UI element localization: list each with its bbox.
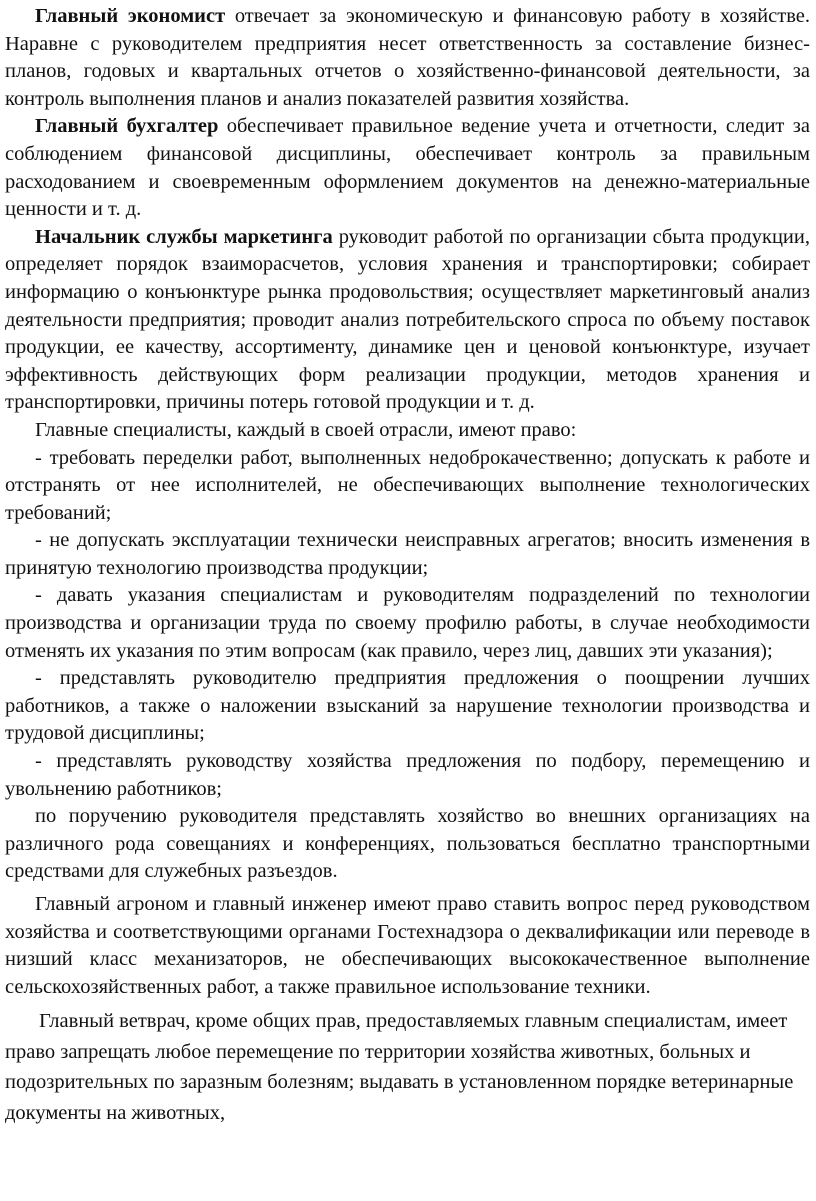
paragraph-text: Главный ветврач, кроме общих прав, предоставляемых главным специалистам, имеет право запрещать любое перемещение по территории хозяйства животных, больных и подозрительных по заразным болезням; выдавать в установленном порядке ветеринарные документы на животных, <box>5 1010 794 1124</box>
paragraph-text: - давать указания специалистам и руководителям подразделений по технологии производства и организации труда по своему профилю работы, в случае необходимости отменять их указания по этим вопросам (как правило, через лиц, давших эти указания); <box>5 584 810 662</box>
paragraph-right-item <box>5 445 810 528</box>
paragraph-text: Главный агроном и главный инженер имеют право ставить вопрос перед руководством хозяйства и соответствующими органами Гостехнадзора о деквалификации или переводе в низший класс механизаторов, не обеспечивающих высококачественное выполнение сельскохозяйственных работ, а также правильное использование техники. <box>5 893 810 998</box>
paragraph-right-item <box>5 748 810 803</box>
paragraph-lead: Начальник службы маркетинга <box>35 225 333 248</box>
paragraph-text: - требовать переделки работ, выполненных недоброкачественно; допускать к работе и отстранять от нее исполнителей, не обеспечивающих выполнение технологических требований; <box>5 446 810 524</box>
paragraph-right-item <box>5 527 810 582</box>
paragraph-chief-economist <box>5 3 810 113</box>
paragraph-text: руководит работой по организации сбыта продукции, определяет порядок взаиморасчетов, условия хранения и транспортировки; собирает информацию о конъюнктуре рынка продовольствия; осуществляет маркетинговый анализ деятельности предприятия; проводит анализ потребительского спроса по объему поставок продукции, ее качеству, ассортименту, динамике цен и ценовой конъюнктуре, изучает эффективность действующих форм реализации продукции, методов хранения и транспортировки, причины потерь готовой продукции и т. д. <box>5 225 811 414</box>
paragraph-text: - представлять руководителю предприятия предложения о поощрении лучших работников, а также о наложении взысканий за нарушение технологии производства и трудовой дисциплины; <box>5 667 810 745</box>
paragraph-chief-vet <box>5 1006 810 1128</box>
paragraph-rights-intro <box>5 417 810 445</box>
paragraph-text: - представлять руководству хозяйства предложения по подбору, перемещению и увольнению работников; <box>5 750 810 800</box>
paragraph-text: Главные специалисты, каждый в своей отрасли, имеют право: <box>35 418 577 441</box>
paragraph-right-item <box>5 665 810 748</box>
paragraph-text: по поручению руководителя представлять хозяйство во внешних организациях на различного рода совещаниях и конференциях, пользоваться бесплатно транспортными средствами для служебных разъездов. <box>5 805 810 883</box>
paragraph-agronomist-engineer <box>5 891 810 1001</box>
paragraph-text: обеспечивает правильное ведение учета и отчетности, следит за соблюдением финансовой дисциплины, обеспечивает контроль за правильным расходованием и своевременным оформлением документов на денежно-материальные ценности и т. д. <box>5 115 810 221</box>
paragraph-right-item <box>5 803 810 886</box>
paragraph-right-item <box>5 582 810 665</box>
paragraph-marketing-head <box>5 224 810 417</box>
paragraph-text: - не допускать эксплуатации технически неисправных агрегатов; вносить изменения в принятую технологию производства продукции; <box>5 529 810 579</box>
paragraph-text: отвечает за экономическую и финансовую работу в хозяйстве. Наравне с руководителем предприятия несет ответственность за составление бизнес-планов, годовых и квартальных отчетов о хозяйственно-финансовой деятельности, за контроль выполнения планов и анализ показателей развития хозяйства. <box>5 5 810 110</box>
paragraph-lead: Главный бухгалтер <box>35 115 219 138</box>
paragraph-chief-accountant <box>5 113 810 223</box>
paragraph-lead: Главный экономист <box>35 5 226 27</box>
